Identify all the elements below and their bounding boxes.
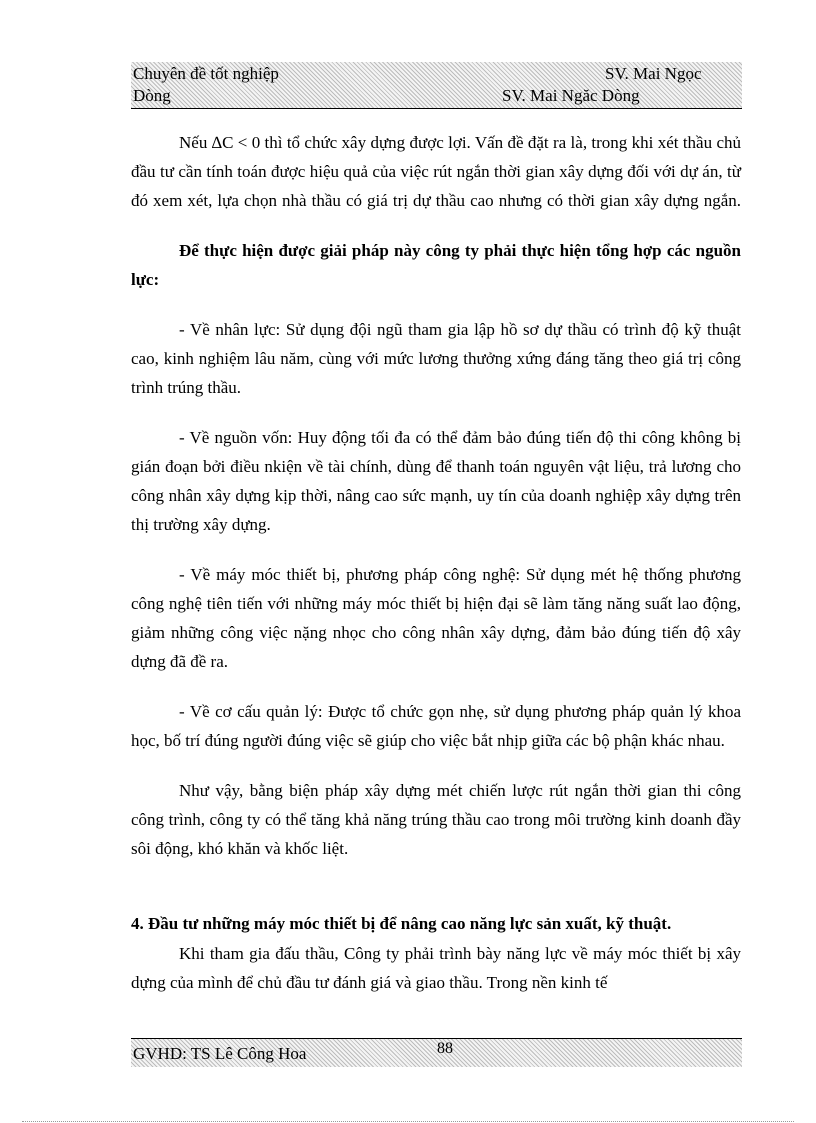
header-student-name-alt: SV. Mai Ngăc Dòng bbox=[502, 86, 640, 105]
page-number: 88 bbox=[437, 1040, 453, 1057]
paragraph-bidding-equipment: Khi tham gia đấu thầu, Công ty phải trình bày năng lực về máy móc thiết bị xây dựng của mình để chủ đầu tư đánh giá và giao thầu. Trong nền kinh tế bbox=[131, 944, 741, 992]
header-title: Chuyên đề tốt nghiệp bbox=[133, 64, 279, 83]
header-student-name: SV. Mai Ngọc bbox=[605, 64, 702, 83]
page-body bbox=[131, 128, 741, 997]
footer-supervisor: GVHD: TS Lê Công Hoa bbox=[133, 1044, 307, 1063]
header-title-wrap: Dòng bbox=[133, 86, 171, 105]
paragraph-human-resources: - Về nhân lực: Sử dụng đội ngũ tham gia lập hồ sơ dự thầu có trình độ kỹ thuật cao, kinh nghiệm lâu năm, cùng với mức lương thưởng xứng đáng tăng theo giá trị công trình trúng thầu. bbox=[131, 320, 741, 397]
section-heading-4: 4. Đầu tư những máy móc thiết bị để nâng cao năng lực sản xuất, kỹ thuật. bbox=[131, 914, 672, 933]
paragraph-conclusion: Như vậy, bằng biện pháp xây dựng mét chiến lược rút ngắn thời gian thi công công trình, công ty có thể tăng khả năng trúng thầu cao trong môi trường kinh doanh đầy sôi động, khó khăn và khốc liệt. bbox=[131, 781, 741, 858]
page-bottom-divider bbox=[22, 1121, 794, 1122]
page-footer bbox=[131, 1038, 742, 1067]
paragraph-capital: - Về nguồn vốn: Huy động tối đa có thể đảm bảo đúng tiến độ thi công không bị gián đoạn bởi điều nkiện về tài chính, dùng để thanh toán nguyên vật liệu, trả lương cho công nhân xây dựng kịp thời, nâng cao sức mạnh, uy tín của doanh nghiệp xây dựng trên thị trường xây dựng. bbox=[131, 428, 741, 534]
paragraph-resources-intro: Để thực hiện được giải pháp này công ty phải thực hiện tổng hợp các nguồn lực: bbox=[131, 241, 741, 289]
page-header bbox=[131, 62, 742, 109]
paragraph-management: - Về cơ cấu quản lý: Được tổ chức gọn nhẹ, sử dụng phương pháp quản lý khoa học, bố trí đúng người đúng việc sẽ giúp cho việc bắt nhịp giữa các bộ phận khác nhau. bbox=[131, 702, 741, 750]
paragraph-delta-c: Nếu ∆C < 0 thì tổ chức xây dựng được lợi. Vấn đề đặt ra là, trong khi xét thầu chủ đầu tư cần tính toán được hiệu quả của việc rút ngắn thời gian xây dựng đối với dự án, từ đó xem xét, lựa chọn nhà thầu có giá trị dự thầu cao nhưng có thời gian xây dựng ngắn. bbox=[131, 133, 741, 210]
paragraph-equipment: - Về máy móc thiết bị, phương pháp công nghệ: Sử dụng mét hệ thống phương công nghệ tiên tiến với những máy móc thiết bị hiện đại sẽ làm tăng năng suất lao động, giảm những công việc nặng nhọc cho công nhân xây dựng, đảm bảo đúng tiến độ xây dựng đã đề ra. bbox=[131, 565, 741, 671]
